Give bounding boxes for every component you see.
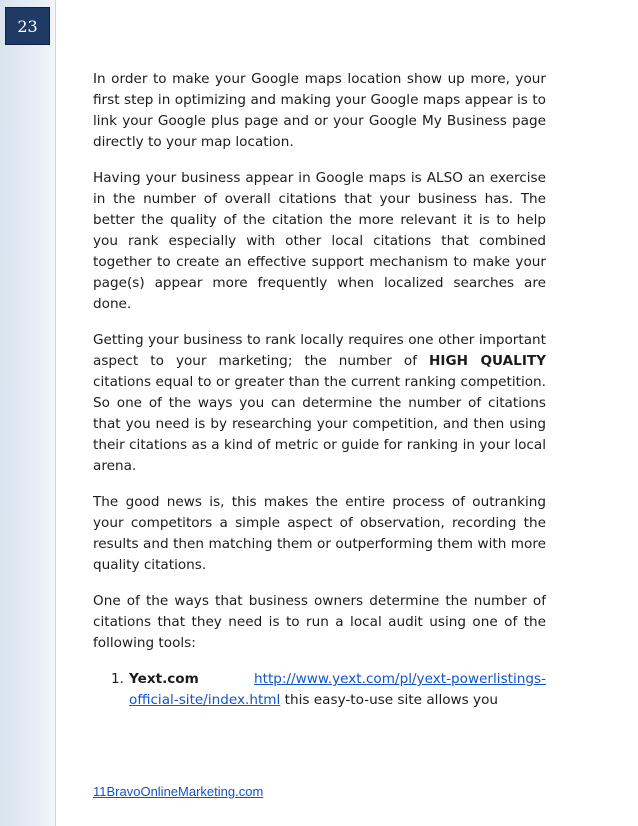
paragraph-4: The good news is, this makes the entire process of outranking your competitors a simple aspect of observation, recording the results and then matching them or outperforming them with more quality citations. bbox=[93, 494, 546, 573]
footer-site-link[interactable]: 11BravoOnlineMarketing.com bbox=[93, 784, 264, 799]
tool-description: this easy-to-use site allows you bbox=[280, 692, 499, 708]
list-item bbox=[93, 669, 546, 711]
list-item-number: 1. bbox=[111, 671, 124, 687]
yext-link[interactable]: http://www.yext.com/pl/yext-powerlistings-official-site/index.html bbox=[129, 671, 546, 708]
high-quality-emphasis: HIGH QUALITY bbox=[429, 353, 547, 369]
paragraph-1: In order to make your Google maps location show up more, your first step in optimizing and making your Google maps appear is to link your Google plus page and or your Google My Business page directly to your map location. bbox=[93, 71, 546, 150]
page-number: 23 bbox=[5, 7, 50, 45]
paragraph-3 bbox=[93, 330, 546, 477]
tool-name: Yext.com bbox=[129, 671, 199, 687]
side-strip bbox=[0, 0, 56, 826]
document-body bbox=[93, 69, 546, 711]
paragraph-3-text-before: Getting your business to rank locally requires one other important aspect to your marketing; the number of bbox=[93, 332, 546, 369]
paragraph-3-text-after: citations equal to or greater than the current ranking competition. So one of the ways you can determine the number of citations that you need is by researching your competition, and then using their citations as a kind of metric or guide for ranking in your local arena. bbox=[93, 374, 546, 474]
paragraph-5: One of the ways that business owners determine the number of citations that they need is to run a local audit using one of the following tools: bbox=[93, 593, 546, 651]
paragraph-2: Having your business appear in Google maps is ALSO an exercise in the number of overall citations that your business has. The better the quality of the citation the more relevant it is to help you rank especially with other local citations that combined together to create an effective support mechanism to make your page(s) appear more frequently when localized searches are done. bbox=[93, 170, 546, 312]
tools-list bbox=[93, 669, 546, 711]
